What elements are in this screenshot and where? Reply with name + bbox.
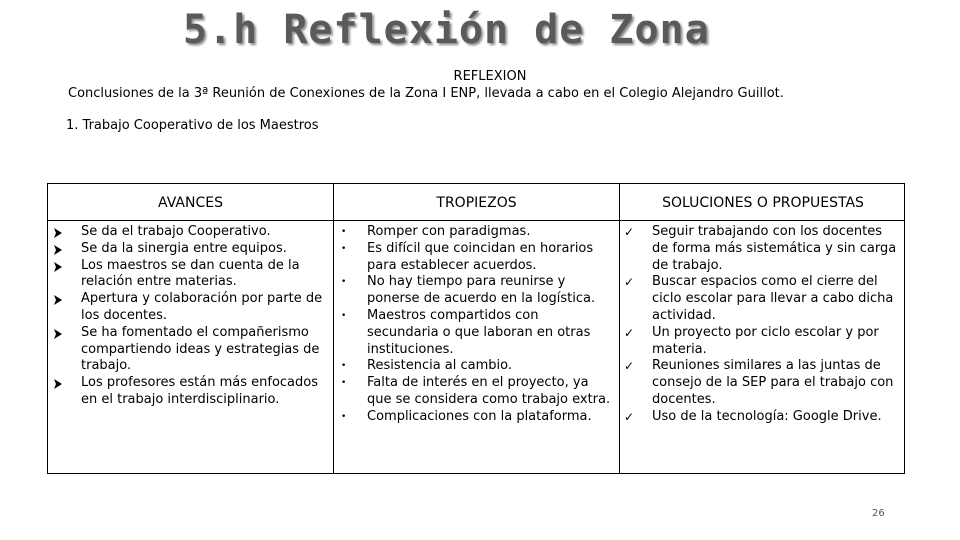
solucion-item <box>624 274 902 324</box>
list-item-text: Es difícil que coincidan en horarios para establecer acuerdos. <box>367 240 594 273</box>
checkmark-icon: ✓ <box>624 225 635 239</box>
tropiezo-item <box>339 375 613 409</box>
list-item-text: Uso de la tecnología: Google Drive. <box>652 408 882 424</box>
avance-item <box>53 325 328 375</box>
list-item-text: Buscar espacios como el cierre del ciclo escolar para llevar a cabo dicha actividad. <box>652 274 894 323</box>
dot-bullet-icon: • <box>341 227 347 237</box>
list-item-text: Apertura y colaboración por parte de los docentes. <box>81 291 323 323</box>
arrow-bullet-icon <box>53 241 75 255</box>
dot-bullet-icon: • <box>341 378 347 389</box>
list-item-text: Falta de interés en el proyecto, ya que se considera como trabajo extra. <box>367 375 611 407</box>
arrow-bullet-icon <box>53 224 75 238</box>
list-item-text: Se ha fomentado el compañerismo compartiendo ideas y estrategias de trabajo. <box>81 324 320 374</box>
page-number: 26 <box>872 508 885 519</box>
dot-bullet-icon: • <box>341 277 347 288</box>
list-item-text: Se da la sinergia entre equipos. <box>81 240 287 256</box>
list-item-text: Resistencia al cambio. <box>367 358 513 374</box>
arrow-bullet-icon <box>53 325 75 339</box>
list-item-text: Los profesores están más enfocados en el trabajo interdisciplinario. <box>81 375 319 407</box>
header-tropiezos: TROPIEZOS <box>436 195 517 211</box>
avance-item <box>53 224 328 241</box>
checkmark-icon: ✓ <box>624 275 635 290</box>
avance-item <box>53 258 328 292</box>
solucion-item <box>624 358 902 408</box>
arrow-bullet-icon <box>53 258 75 272</box>
list-item-text: Reuniones similares a las juntas de consejo de la SEP para el trabajo con docentes. <box>652 358 894 407</box>
dot-bullet-icon: • <box>341 310 347 321</box>
avance-item <box>53 291 328 325</box>
tropiezos-list <box>339 224 613 426</box>
dot-bullet-icon: • <box>341 243 347 254</box>
checkmark-icon: ✓ <box>624 325 635 340</box>
solucion-item <box>624 325 902 359</box>
arrow-bullet-icon <box>53 375 75 389</box>
dot-bullet-icon: • <box>341 411 347 422</box>
reflection-table <box>47 183 905 474</box>
checkmark-icon: ✓ <box>624 409 635 424</box>
avance-item <box>53 241 328 258</box>
dot-bullet-icon: • <box>341 361 347 372</box>
tropiezo-item <box>339 358 613 375</box>
list-item-text: Seguir trabajando con los docentes de forma más sistemática y sin carga de trabajo. <box>652 224 897 273</box>
tropiezo-item <box>339 409 613 426</box>
column-divider-2 <box>619 184 620 473</box>
list-item-text: Romper con paradigmas. <box>367 224 531 239</box>
list-item-text: Complicaciones con la plataforma. <box>367 408 592 424</box>
list-item-text: No hay tiempo para reunirse y ponerse de acuerdo en la logística. <box>367 274 596 307</box>
solucion-item <box>624 409 902 426</box>
list-item-text: Maestros compartidos con secundaria o que laboran en otras instituciones. <box>367 307 591 357</box>
header-soluciones: SOLUCIONES O PROPUESTAS <box>662 195 864 211</box>
column-divider-1 <box>333 184 334 473</box>
section-heading: 1. Trabajo Cooperativo de los Maestros <box>66 118 319 133</box>
list-item-text: Un proyecto por ciclo escolar y por materia. <box>652 324 879 357</box>
tropiezo-item <box>339 241 613 275</box>
avances-list <box>53 224 328 409</box>
list-item-text: Se da el trabajo Cooperativo. <box>81 224 271 239</box>
conclusion-text: Conclusiones de la 3ª Reunión de Conexiones de la Zona I ENP, llevada a cabo en el Colegio Alejandro Guillot. <box>68 86 784 101</box>
reflexion-subtitle: REFLEXION <box>453 69 527 84</box>
arrow-bullet-icon <box>53 291 75 305</box>
tropiezo-item <box>339 224 613 241</box>
list-item-text: Los maestros se dan cuenta de la relación entre materias. <box>81 257 300 290</box>
solucion-item <box>624 224 902 274</box>
avance-item <box>53 375 328 409</box>
checkmark-icon: ✓ <box>624 359 635 374</box>
tropiezo-item <box>339 308 613 358</box>
header-divider <box>48 220 904 221</box>
tropiezo-item <box>339 274 613 308</box>
header-avances: AVANCES <box>158 195 223 211</box>
soluciones-list <box>624 224 902 426</box>
slide-title: 5.h Reflexión de Zona <box>183 7 710 53</box>
